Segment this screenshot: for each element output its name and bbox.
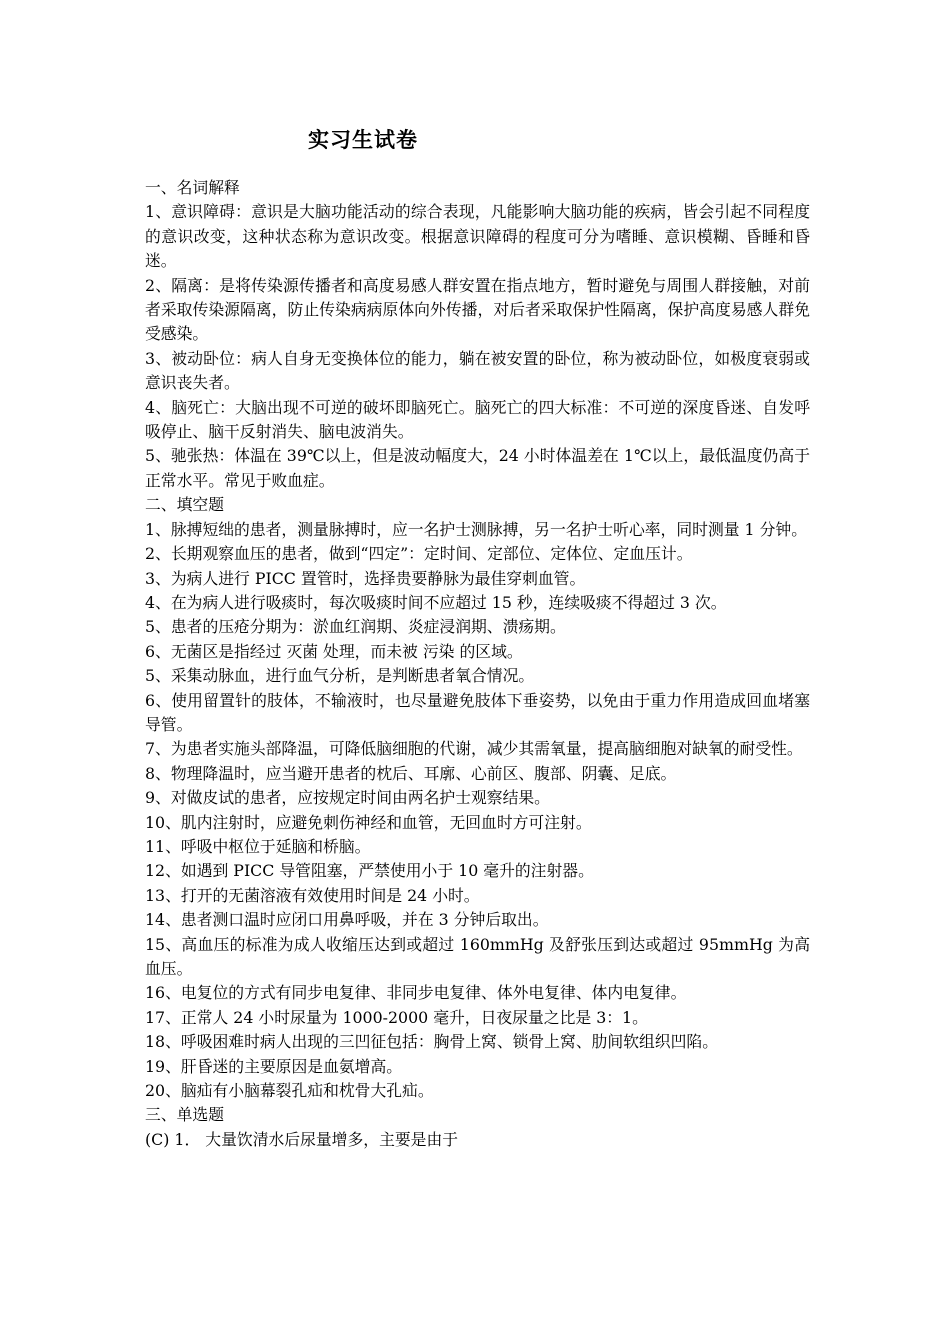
fill-blank-item: 6、使用留置针的肢体，不输液时，也尽量避免肢体下垂姿势，以免由于重力作用造成回血堵塞导管。 — [145, 690, 810, 734]
fill-blank-item: 4、在为病人进行吸痰时，每次吸痰时间不应超过 15 秒，连续吸痰不得超过 3 次。 — [145, 592, 727, 612]
fill-blank-item: 10、肌内注射时，应避免刺伤神经和血管，无回血时方可注射。 — [145, 812, 592, 832]
fill-blank-item: 16、电复位的方式有同步电复律、非同步电复律、体外电复律、体内电复律。 — [145, 983, 687, 1003]
fill-blank-item: 18、呼吸困难时病人出现的三凹征包括：胸骨上窝、锁骨上窝、肋间软组织凹陷。 — [145, 1032, 718, 1052]
section-heading-fill-blank: 二、填空题 — [145, 495, 224, 515]
single-choice-item: (C) 1． 大量饮清水后尿量增多，主要是由于 — [145, 1129, 459, 1149]
fill-blank-item: 20、脑疝有小脑幕裂孔疝和枕骨大孔疝。 — [145, 1081, 434, 1101]
document-body — [145, 176, 810, 1152]
definition-item: 3、被动卧位：病人自身无变换体位的能力，躺在被安置的卧位，称为被动卧位，如极度衰弱或意识丧失者。 — [145, 348, 810, 393]
fill-blank-item: 13、打开的无菌溶液有效使用时间是 24 小时。 — [145, 885, 480, 905]
definition-item: 2、隔离：是将传染源传播者和高度易感人群安置在指点地方，暂时避免与周围人群接触，对前者采取传染源隔离，防止传染病病原体向外传播，对后者采取保护性隔离，保护高度易感人群免受感染。 — [145, 275, 810, 344]
section-heading-single-choice: 三、单选题 — [145, 1105, 224, 1125]
fill-blank-item: 5、采集动脉血，进行血气分析，是判断患者氧合情况。 — [145, 666, 535, 686]
page-title: 实习生试卷 — [308, 128, 418, 152]
fill-blank-item: 3、为病人进行 PICC 置管时，选择贵要静脉为最佳穿刺血管。 — [145, 568, 586, 588]
fill-blank-item: 19、肝昏迷的主要原因是血氨增高。 — [145, 1056, 403, 1076]
fill-blank-item: 11、呼吸中枢位于延脑和桥脑。 — [145, 836, 371, 856]
definition-item: 1、意识障碍：意识是大脑功能活动的综合表现，凡能影响大脑功能的疾病，皆会引起不同程度的意识改变，这种状态称为意识改变。根据意识障碍的程度可分为嗜睡、意识模糊、昏睡和昏迷。 — [145, 202, 810, 271]
section-heading-definitions: 一、名词解释 — [145, 178, 240, 197]
fill-blank-item: 5、患者的压疮分期为：淤血红润期、炎症浸润期、溃疡期。 — [145, 617, 566, 637]
definition-item: 4、脑死亡：大脑出现不可逆的破坏即脑死亡。脑死亡的四大标准：不可逆的深度昏迷、自发呼吸停止、脑干反射消失、脑电波消失。 — [145, 397, 810, 442]
fill-blank-item: 7、为患者实施头部降温，可降低脑细胞的代谢，减少其需氧量，提高脑细胞对缺氧的耐受性。 — [145, 739, 803, 759]
fill-blank-item: 6、无菌区是指经过 灭菌 处理，而未被 污染 的区域。 — [145, 641, 523, 661]
fill-blank-item: 15、高血压的标准为成人收缩压达到或超过 160mmHg 及舒张压到达或超过 95mmHg 为高血压。 — [145, 934, 810, 978]
fill-blank-item: 12、如遇到 PICC 导管阻塞，严禁使用小于 10 毫升的注射器。 — [145, 861, 594, 881]
fill-blank-item: 8、物理降温时，应当避开患者的枕后、耳廓、心前区、腹部、阴囊、足底。 — [145, 763, 677, 783]
fill-blank-item: 2、长期观察血压的患者，做到“四定”：定时间、定部位、定体位、定血压计。 — [145, 544, 693, 564]
fill-blank-item: 9、对做皮试的患者，应按规定时间由两名护士观察结果。 — [145, 788, 550, 808]
fill-blank-item: 14、患者测口温时应闭口用鼻呼吸，并在 3 分钟后取出。 — [145, 910, 549, 930]
definition-item: 5、驰张热：体温在 39℃以上，但是波动幅度大，24 小时体温差在 1℃以上，最低温度仍高于正常水平。常见于败血症。 — [145, 446, 810, 490]
fill-blank-item: 1、脉搏短绌的患者，测量脉搏时，应一名护士测脉搏，另一名护士听心率，同时测量 1 分钟。 — [145, 519, 808, 539]
fill-blank-item: 17、正常人 24 小时尿量为 1000-2000 毫升，日夜尿量之比是 3：1。 — [145, 1007, 648, 1027]
